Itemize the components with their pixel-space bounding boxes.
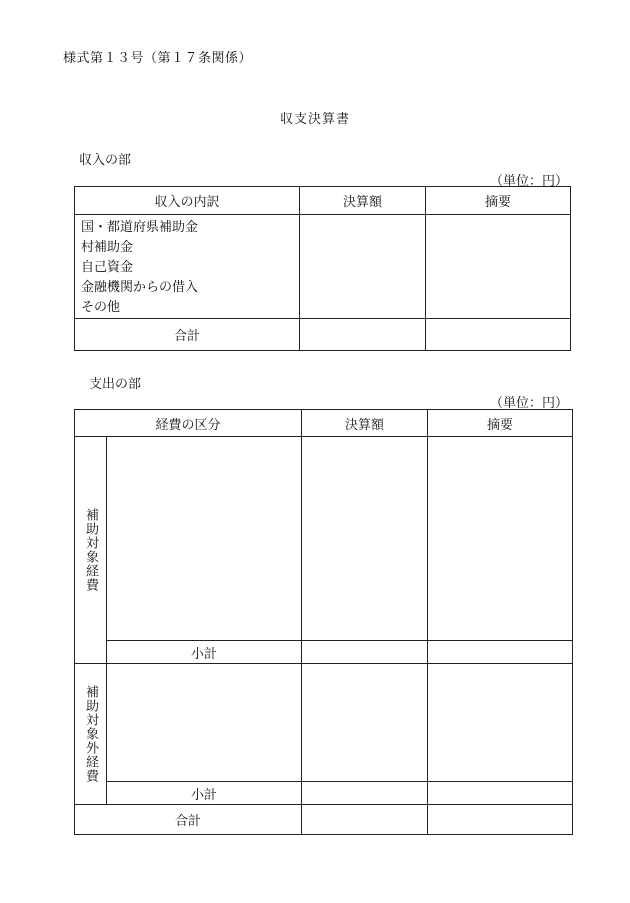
income-items-row xyxy=(75,215,571,319)
expense-total-remarks[interactable] xyxy=(428,805,573,835)
income-items-cell xyxy=(75,215,300,319)
income-item: 村補助金 xyxy=(81,240,134,255)
income-total-remarks-cell[interactable] xyxy=(426,319,571,351)
expense-table xyxy=(74,409,573,835)
income-item: その他 xyxy=(81,300,121,315)
income-item: 国・都道府県補助金 xyxy=(81,220,199,235)
non-subsidized-subtotal-amount[interactable] xyxy=(302,782,428,805)
non-subsidized-subtotal-row xyxy=(75,782,573,805)
subsidized-items-row xyxy=(75,437,573,641)
subsidized-subtotal-row xyxy=(75,641,573,664)
expense-total-label: 合計 xyxy=(75,805,302,835)
non-subsidized-amount-cell[interactable] xyxy=(302,664,428,782)
non-subsidized-remarks-cell[interactable] xyxy=(428,664,573,782)
income-table xyxy=(74,186,571,351)
income-amount-header: 決算額 xyxy=(300,187,426,215)
income-remarks-header: 摘要 xyxy=(426,187,571,215)
subsidized-expenses-label: 補助対象経費 xyxy=(75,437,107,664)
income-total-label: 合計 xyxy=(75,319,300,351)
non-subsidized-expenses-label: 補助対象外経費 xyxy=(75,664,107,805)
expense-total-row xyxy=(75,805,573,835)
expense-section-title: 支出の部 xyxy=(89,377,142,392)
expense-header-row xyxy=(75,410,573,437)
expense-amount-header: 決算額 xyxy=(302,410,428,437)
expense-unit-label: （単位：円） xyxy=(490,396,569,411)
income-item: 金融機関からの借入 xyxy=(81,280,199,295)
income-total-row xyxy=(75,319,571,351)
income-amount-cell[interactable] xyxy=(300,215,426,319)
income-header-row xyxy=(75,187,571,215)
non-subsidized-items-row xyxy=(75,664,573,782)
document-title: 収支決算書 xyxy=(279,112,350,127)
subsidized-subtotal-label: 小計 xyxy=(107,641,302,664)
subsidized-subtotal-remarks[interactable] xyxy=(428,641,573,664)
income-remarks-cell[interactable] xyxy=(426,215,571,319)
expense-category-header: 経費の区分 xyxy=(75,410,302,437)
subsidized-items-cell[interactable] xyxy=(107,437,302,641)
expense-remarks-header: 摘要 xyxy=(428,410,573,437)
non-subsidized-subtotal-label: 小計 xyxy=(107,782,302,805)
income-total-amount-cell[interactable] xyxy=(300,319,426,351)
non-subsidized-items-cell[interactable] xyxy=(107,664,302,782)
form-number: 様式第１３号（第１７条関係） xyxy=(63,51,253,66)
income-item: 自己資金 xyxy=(81,260,134,275)
subsidized-remarks-cell[interactable] xyxy=(428,437,573,641)
subsidized-subtotal-amount[interactable] xyxy=(302,641,428,664)
non-subsidized-subtotal-remarks[interactable] xyxy=(428,782,573,805)
income-breakdown-header: 収入の内訳 xyxy=(75,187,300,215)
subsidized-amount-cell[interactable] xyxy=(302,437,428,641)
income-unit-label: （単位：円） xyxy=(490,174,569,189)
expense-total-amount[interactable] xyxy=(302,805,428,835)
income-section-title: 収入の部 xyxy=(79,153,132,168)
